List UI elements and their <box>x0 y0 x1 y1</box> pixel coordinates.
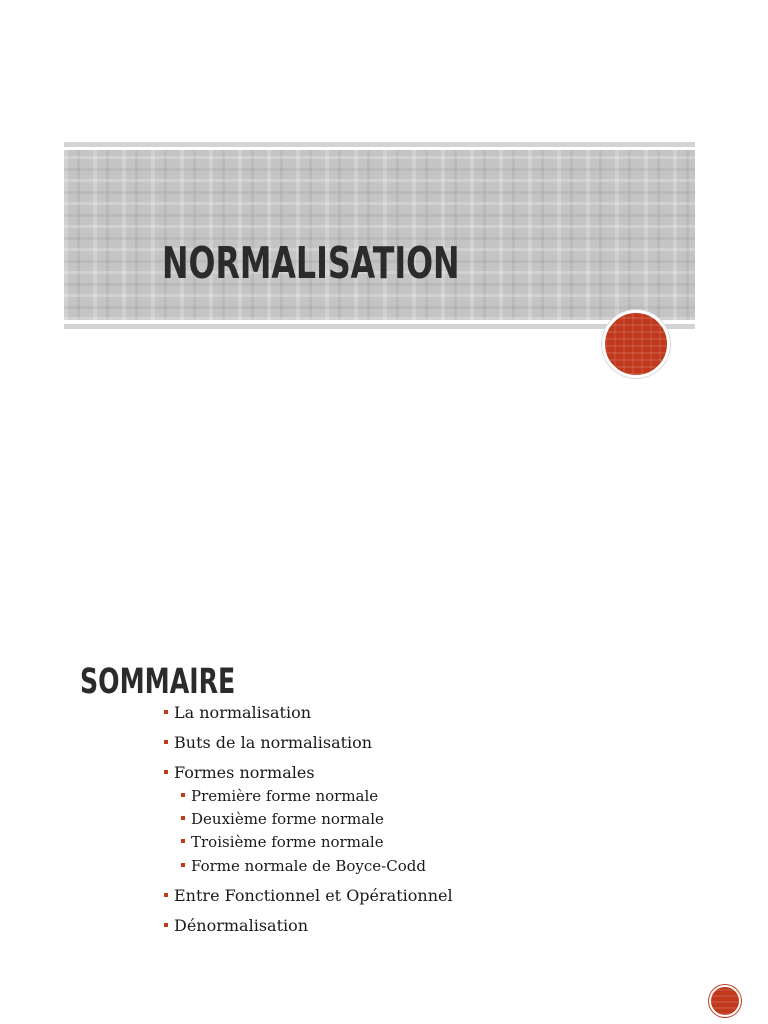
summary-slide <box>0 512 768 1024</box>
square-bullet-icon <box>164 710 168 714</box>
square-bullet-icon <box>164 893 168 897</box>
list-item: Dénormalisation <box>164 916 308 936</box>
sub-list-item: Forme normale de Boyce-Codd <box>181 856 426 876</box>
list-item: Buts de la normalisation <box>164 733 372 753</box>
sub-list-item: Deuxième forme normale <box>181 809 384 829</box>
band-top-rule <box>64 142 695 147</box>
sub-list-item: Première forme normale <box>181 786 378 806</box>
square-bullet-icon <box>164 770 168 774</box>
slide-title: NORMALISATION <box>162 238 460 289</box>
title-band <box>64 150 695 320</box>
square-bullet-icon <box>164 923 168 927</box>
square-bullet-icon <box>181 839 185 843</box>
list-item: Entre Fonctionnel et Opérationnel <box>164 886 453 906</box>
sub-list-item: Troisième forme normale <box>181 832 384 852</box>
list-item: La normalisation <box>164 703 311 723</box>
band-bottom-rule <box>64 324 695 329</box>
summary-heading: SOMMAIRE <box>80 662 236 702</box>
slide-number-badge <box>709 985 741 1017</box>
list-item: Formes normales <box>164 763 315 783</box>
square-bullet-icon <box>181 863 185 867</box>
square-bullet-icon <box>181 816 185 820</box>
square-bullet-icon <box>164 740 168 744</box>
slide-number-badge <box>602 310 670 378</box>
square-bullet-icon <box>181 793 185 797</box>
